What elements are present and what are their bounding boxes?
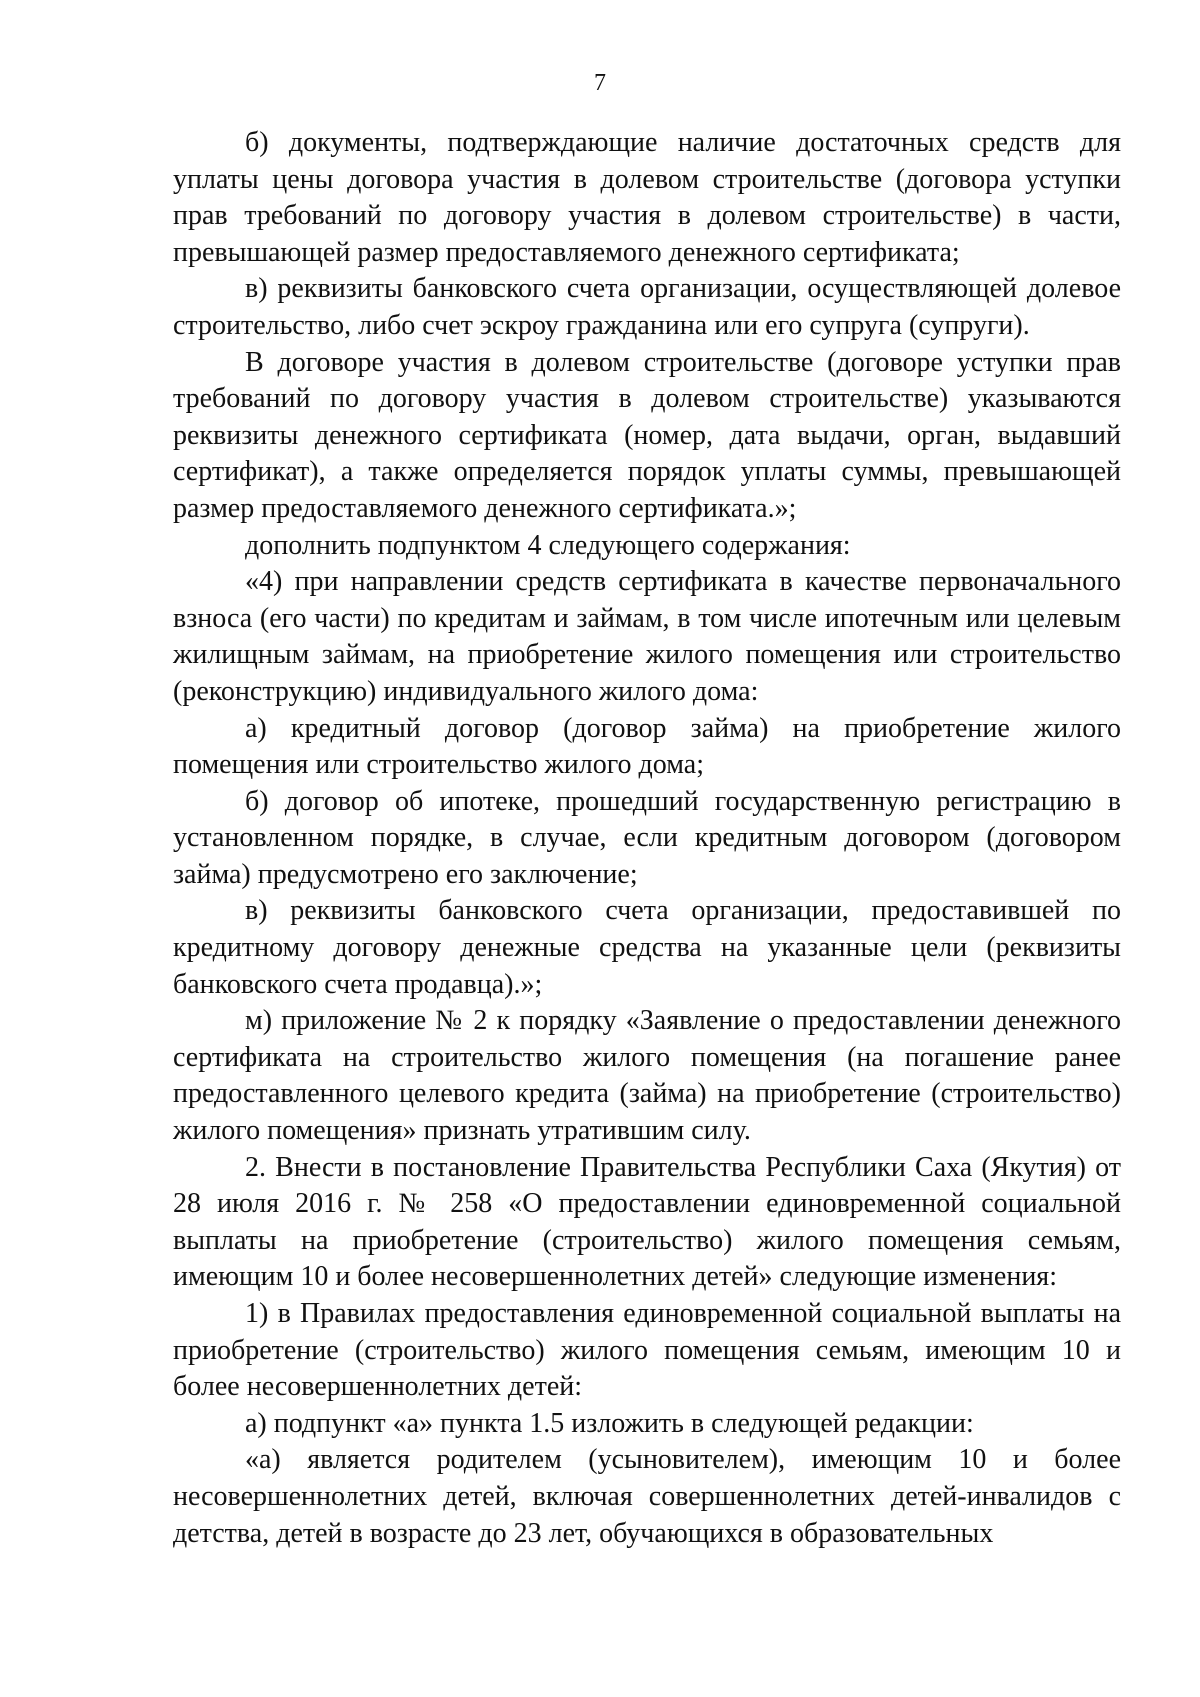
paragraph-contract-details: В договоре участия в долевом строительстве (договоре уступки прав требований по договору участия в долевом строительстве) указываются реквизиты денежного сертификата (номер, дата выдачи, орган, выдавший сертификат), а также определяется порядок уплаты суммы, превышающей размер предоставляемого денежного сертификата.»; [173,346,1121,524]
paragraph-v-bank-details: в) реквизиты банковского счета организации, осуществляющей долевое строительство, либо счет эскроу гражданина или его супруга (супруги). [173,273,1121,341]
document-body [173,125,1121,1552]
paragraph-a-subitem-a: а) подпункт «а» пункта 1.5 изложить в следующей редакции: [245,1407,974,1439]
page-number: 7 [594,70,606,96]
paragraph-a-credit-agreement: а) кредитный договор (договор займа) на приобретение жилого помещения или строительство жилого дома; [173,712,1121,781]
paragraph-section-2: 2. Внести в постановление Правительства Республики Саха (Якутия) от 28 июля 2016 г. № 258 «О предоставлении единовременной социальной выплаты на приобретение (строительство) жилого помещения семьям, имеющим 10 и более несовершеннолетних детей» следующие изменения: [173,1151,1121,1293]
paragraph-b-mortgage-agreement: б) договор об ипотеке, прошедший государственную регистрацию в установленном порядке, в случае, если кредитным договором (договором займа) предусмотрено его заключение; [173,785,1121,890]
paragraph-b-documents: б) документы, подтверждающие наличие достаточных средств для уплаты цены договора участия в долевом строительстве (договора уступки прав требований по договору участия в долевом строительстве) в части, превышающей размер предоставляемого денежного сертификата; [173,127,1121,268]
paragraph-item-1-rules: 1) в Правилах предоставления единовременной социальной выплаты на приобретение (строительство) жилого помещения семьям, имеющим 10 и более несовершеннолетних детей: [173,1298,1121,1403]
paragraph-m-appendix-2: м) приложение № 2 к порядку «Заявление о предоставлении денежного сертификата на строительство жилого помещения (на погашение ранее предоставленного целевого кредита (займа) на приобретение (строительство) жилого помещения» признать утратившим силу. [173,1005,1121,1147]
paragraph-subitem-4: «4) при направлении средств сертификата в качестве первоначального взноса (его части) по кредитам и займам, в том числе ипотечным или целевым жилищным займам, на приобретение жилого помещения или строительство (реконструкцию) индивидуального жилого дома: [173,566,1121,707]
paragraph-v-lender-bank-details: в) реквизиты банковского счета организации, предоставившей по кредитному договору денежные средства на указанные цели (реквизиты банковского счета продавца).»; [173,895,1121,1000]
paragraph-a-parent-definition: «а) является родителем (усыновителем), имеющим 10 и более несовершеннолетних детей, включая совершеннолетних детей-инвалидов с детства, детей в возрасте до 23 лет, обучающихся в образовательных [173,1444,1121,1549]
paragraph-add-subitem-4: дополнить подпунктом 4 следующего содержания: [245,529,851,561]
